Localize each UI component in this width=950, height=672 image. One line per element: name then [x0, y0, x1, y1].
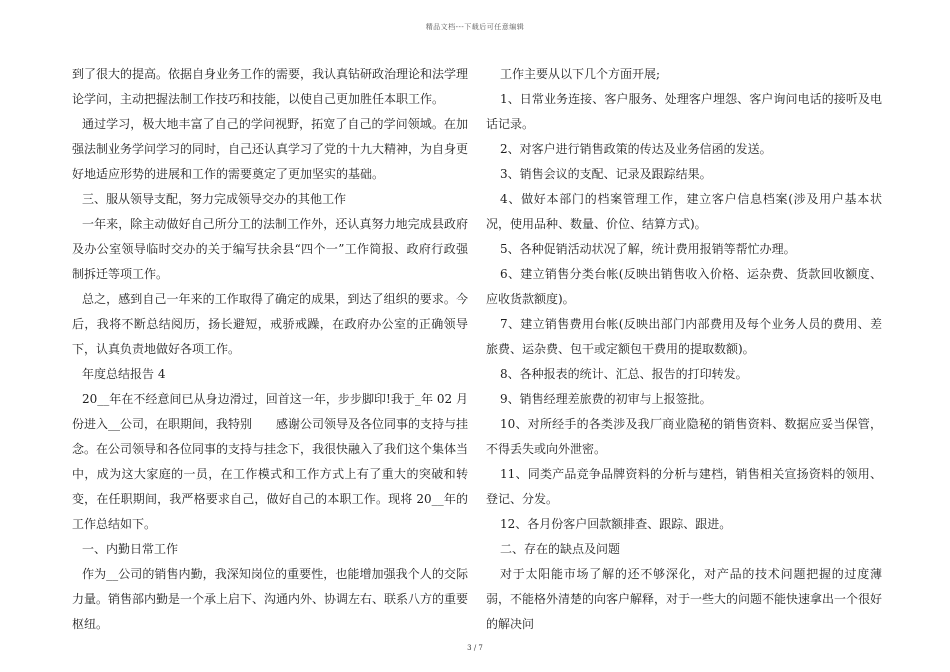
paragraph: 1、日常业务连接、客户服务、处理客户埋怨、客户询问电话的接听及电话记录。 — [486, 92, 882, 131]
paragraph: 工作主要从以下几个方面开展; — [500, 67, 661, 81]
paragraph: 8、各种报表的统计、汇总、报告的打印转发。 — [500, 367, 748, 381]
paragraph: 4、做好本部门的档案管理工作，建立客户信息档案(涉及用户基本状况，使用品种、数量、价位、结算方式)。 — [486, 192, 882, 231]
paragraph: 一、内勤日常工作 — [82, 542, 179, 556]
paragraph: 5、各种促销活动状况了解，统计费用报销等帮忙办理。 — [500, 242, 796, 256]
page-header: 精品文档---下载后可任意编辑 — [425, 23, 525, 31]
paragraph: 12、各月份客户回款额排查、跟踪、跟进。 — [500, 517, 732, 531]
paragraph: 到了很大的提高。依据自身业务工作的需要，我认真钻研政治理论和法学理论学问，主动把握法制工作技巧和技能，以使自己更加胜任本职工作。 — [72, 67, 469, 106]
paragraph: 2、对客户进行销售政策的传达及业务信函的发送。 — [500, 142, 772, 156]
paragraph: 二、存在的缺点及问题 — [500, 542, 621, 556]
paragraph: 总之，感到自己一年来的工作取得了确定的成果，到达了组织的要求。今后，我将不断总结阅历，扬长避短，戒骄戒躁，在政府办公室的正确领导下，认真负责地做好各项工作。 — [72, 292, 468, 356]
paragraph: 3、销售会议的支配、记录及跟踪结果。 — [500, 167, 712, 181]
left-column — [72, 62, 468, 637]
paragraph: 年度总结报告 4 — [82, 367, 166, 381]
page-number: 3 / 7 — [467, 644, 483, 652]
right-column — [486, 62, 882, 637]
paragraph: 20__年在不经意间已从身边滑过，回首这一年，步步脚印!我于_年 02 月份进入__公司，在职期间，我特别 感谢公司领导及各位同事的支持与挂念。在公司领导和各位同事的支持与挂念下，我很快融入了我们这个集体当中，成为这大家庭的一员，在工作模式和工作方式上有了重大的突破和转变，在任职期间，我严格要求自己，做好自己的本职工作。现将 20__年的工作总结如下。 — [72, 392, 469, 531]
paragraph: 10、对所经手的各类涉及我厂商业隐秘的销售资料、数据应妥当保管，不得丢失或向外泄密。 — [486, 417, 882, 456]
paragraph: 对于太阳能市场了解的还不够深化，对产品的技术问题把握的过度薄弱，不能格外清楚的向客户解释，对于一些大的问题不能快速拿出一个很好的解决问 — [486, 567, 883, 631]
paragraph: 9、销售经理差旅费的初审与上报签批。 — [500, 392, 712, 406]
paragraph: 7、建立销售费用台帐(反映出部门内部费用及每个业务人员的费用、差旅费、运杂费、包干或定额包干费用的提取数额)。 — [486, 317, 882, 356]
paragraph: 通过学习，极大地丰富了自己的学问视野，拓宽了自己的学问领域。在加强法制业务学问学习的同时，自己还认真学习了党的十九大精神，为自身更好地适应形势的进展和工作的需要奠定了更加坚实的基础。 — [72, 117, 469, 181]
paragraph: 一年来，除主动做好自己所分工的法制工作外，还认真努力地完成县政府及办公室领导临时交办的关于编写扶余县“四个一”工作简报、政府行政强制拆迁等项工作。 — [72, 217, 468, 281]
paragraph: 11、同类产品竞争品牌资料的分析与建档，销售相关宣扬资料的领用、登记、分发。 — [486, 467, 882, 506]
paragraph: 作为__公司的销售内勤，我深知岗位的重要性，也能增加强我个人的交际力量。销售部内勤是一个承上启下、沟通内外、协调左右、联系八方的重要枢纽。 — [72, 567, 469, 631]
paragraph: 三、服从领导支配，努力完成领导交办的其他工作 — [82, 192, 347, 206]
paragraph: 6、建立销售分类台帐(反映出销售收入价格、运杂费、货款回收额度、应收货款额度)。 — [486, 267, 882, 306]
